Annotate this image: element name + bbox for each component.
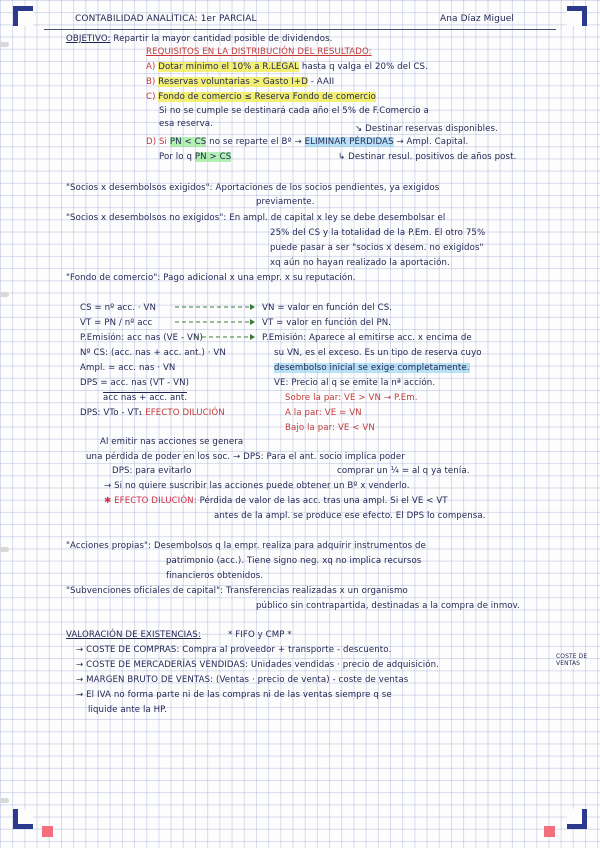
formula-dps2-text: DPS: VTo - VT₁ (80, 408, 143, 418)
requisito-c (146, 92, 376, 103)
requisitos-title: REQUISITOS EN LA DISTRIBUCIÓN DEL RESULTADO: (146, 47, 372, 57)
subvenciones-def2: público sin contrapartida, destinadas a la compra de inmov. (256, 601, 521, 611)
emision-line3a: DPS: para evitarlo (112, 466, 192, 476)
fondo-comercio-term: "Fondo de comercio": (66, 273, 161, 283)
formula-ampl: Ampl. = acc. nas · VN (80, 363, 176, 373)
formula-pem: P.Emisión: acc nas (VE - VN) (80, 333, 204, 343)
socios-exigidos-def1: Aportaciones de los socios pendientes, ya exigidos (215, 183, 440, 193)
socios-no-exigidos-def1: En ampl. de capital x ley se debe desembolsar el (229, 213, 446, 223)
socios-exigidos-def2: previamente. (256, 197, 315, 207)
efecto-dilucion (104, 496, 448, 507)
requisito-b-rest: - AAII (307, 77, 335, 87)
iva-line1: → El IVA no forma parte ni de las compras ni de las ventas siempre q se (76, 690, 392, 700)
requisito-a-rest: hasta q valga el 20% del CS. (299, 62, 428, 72)
objetivo-text: Repartir la mayor cantidad posible de dividendos. (113, 34, 333, 44)
acciones-propias-def2: patrimonio (acc.). Tiene signo neg. xq no implica recursos (166, 556, 422, 566)
requisito-b (146, 77, 334, 88)
socios-exigidos-term: "Socios x desembolsos exigidos": (66, 183, 213, 193)
socios-no-exigidos-def4: xq aún no hayan realizado la aportación. (270, 258, 450, 268)
requisito-d-mid: no se reparte el Bº → (206, 137, 305, 147)
coste-ventas-note: COSTE DE VENTAS (556, 653, 588, 667)
sobre-la-par: Sobre la par: VE > VN → P.Em. (285, 393, 418, 403)
author-name: Ana Díaz Miguel (440, 14, 514, 24)
subvenciones-def1: Transferencias realizadas x un organismo (226, 586, 408, 596)
margen-bruto: → MARGEN BRUTO DE VENTAS: (Ventas · precio de venta) - coste de ventas (76, 675, 409, 685)
subvenciones-term: "Subvenciones oficiales de capital": (66, 586, 224, 596)
requisito-c-highlight: Fondo de comercio ≤ Reserva Fondo de comercio (158, 92, 377, 102)
formula-dps2-efecto: EFECTO DILUCIÓN (145, 408, 225, 418)
pink-square (544, 826, 555, 837)
requisito-a (146, 62, 428, 73)
efecto-dilucion-2: antes de la ampl. se produce ese efecto. El DPS lo compensa. (214, 511, 486, 521)
corner-bracket-icon (566, 5, 588, 27)
def-pem-2: su VN, es el exceso. Es un tipo de reserva cuyo (274, 348, 482, 358)
efecto-dilucion-1: Pérdida de valor de las acc. tras una ampl. Si el VE < VT (199, 496, 448, 506)
requisito-d-pn2: PN > CS (194, 152, 232, 162)
def-pem-3 (274, 363, 470, 374)
requisito-d-end: → Ampl. Capital. (393, 137, 469, 147)
iva-line2: liquide ante la HP. (88, 705, 167, 715)
valoracion-title: VALORACIÓN DE EXISTENCIAS: (66, 630, 201, 640)
formula-dps1: DPS = acc. nas (VT - VN) (80, 378, 190, 388)
socios-exigidos (66, 183, 439, 194)
fondo-comercio (66, 273, 356, 284)
valoracion-methods: * FIFO y CMP * (228, 630, 292, 640)
formula-cs: CS = nº acc. · VN (80, 303, 156, 313)
emision-line3b: comprar un ¼ = al q ya tenía. (337, 466, 470, 476)
def-pem-3-text: desembolso inicial se exige completamente. (274, 363, 470, 373)
corner-bracket-icon (12, 808, 34, 830)
requisito-d-line2a: Por lo q (159, 152, 195, 162)
binder-hole (0, 292, 9, 297)
def-pem-1: P.Emisión: Aparece al emitirse acc. x encima de (262, 333, 472, 343)
requisito-d-line2b: ↳ Destinar resul. positivos de años post. (338, 152, 517, 162)
acciones-propias-def3: financieros obtenidos. (166, 571, 264, 581)
header-divider (44, 29, 556, 30)
requisito-d-elim: ELIMINAR PÉRDIDAS (304, 137, 394, 147)
requisito-c-arrow: ↘ Destinar reservas disponibles. (355, 124, 498, 134)
requisito-b-highlight: Reservas voluntarias > Gasto I+D (158, 77, 308, 87)
formula-dps1b: acc nas + acc. ant. (103, 393, 188, 403)
def-vn: VN = valor en función del CS. (262, 303, 393, 313)
socios-no-exigidos-term: "Socios x desembolsos no exigidos": (66, 213, 227, 223)
binder-hole (0, 547, 9, 552)
formula-ncs: Nº CS: (acc. nas + acc. ant.) · VN (80, 348, 226, 358)
corner-bracket-icon (566, 808, 588, 830)
requisito-b-prefix: B) (146, 77, 159, 87)
requisito-c-prefix: C) (146, 92, 159, 102)
requisito-c-line2: Si no se cumple se destinará cada año el 5% de F.Comercio a (159, 106, 429, 116)
objetivo-line (66, 34, 333, 45)
objetivo-label: OBJETIVO: (66, 34, 111, 44)
formula-dps2 (80, 408, 225, 419)
coste-compras: → COSTE DE COMPRAS: Compra al proveedor + transporte - descuento. (76, 645, 392, 655)
corner-bracket-icon (12, 5, 34, 27)
fondo-comercio-def: Pago adicional x una empr. x su reputación. (163, 273, 356, 283)
requisito-d (146, 137, 468, 148)
emision-line2: una pérdida de poder en los soc. → DPS: Para el ant. socio implica poder (86, 452, 405, 462)
requisito-c-line3: esa reserva. (159, 119, 213, 129)
def-vt: VT = valor en función del PN. (262, 318, 392, 328)
acciones-propias-term: "Acciones propias": (66, 541, 152, 551)
a-la-par: A la par: VE = VN (285, 408, 362, 418)
requisito-d-prefix: D) Si (146, 137, 170, 147)
binder-hole (0, 42, 9, 47)
efecto-dilucion-label: ✱ EFECTO DILUCIÓN: (104, 496, 197, 506)
socios-no-exigidos (66, 213, 445, 224)
dashed-arrows-icon (175, 302, 255, 362)
pink-square (42, 826, 53, 837)
socios-no-exigidos-def2: 25% del CS y la totalidad de la P.Em. El otro 75% (270, 228, 486, 238)
subvenciones (66, 586, 408, 597)
formula-vt: VT = PN / nº acc (80, 318, 153, 328)
def-ve: VE: Precio al q se emite la nª acción. (274, 378, 436, 388)
page-title: CONTABILIDAD ANALÍTICA: 1er PARCIAL (75, 14, 257, 24)
acciones-propias-def1: Desembolsos q la empr. realiza para adquirir instrumentos de (153, 541, 426, 551)
acciones-propias (66, 541, 426, 552)
emision-line4: → Si no quiere suscribir las acciones puede obtener un Bº x venderlo. (104, 481, 410, 491)
bajo-la-par: Bajo la par: VE < VN (285, 423, 375, 433)
emision-line1: Al emitir nas acciones se genera (100, 437, 244, 447)
requisito-d-line2 (159, 152, 231, 163)
socios-no-exigidos-def3: puede pasar a ser "socios x desem. no exigidos" (270, 243, 484, 253)
requisito-a-prefix: A) (146, 62, 159, 72)
requisito-a-highlight: Dotar mínimo el 10% a R.LEGAL (158, 62, 300, 72)
coste-mercaderias: → COSTE DE MERCADERÍAS VENDIDAS: Unidades vendidas · precio de adquisición. (76, 660, 439, 670)
binder-hole (0, 798, 9, 803)
requisito-d-pn: PN < CS (169, 137, 207, 147)
